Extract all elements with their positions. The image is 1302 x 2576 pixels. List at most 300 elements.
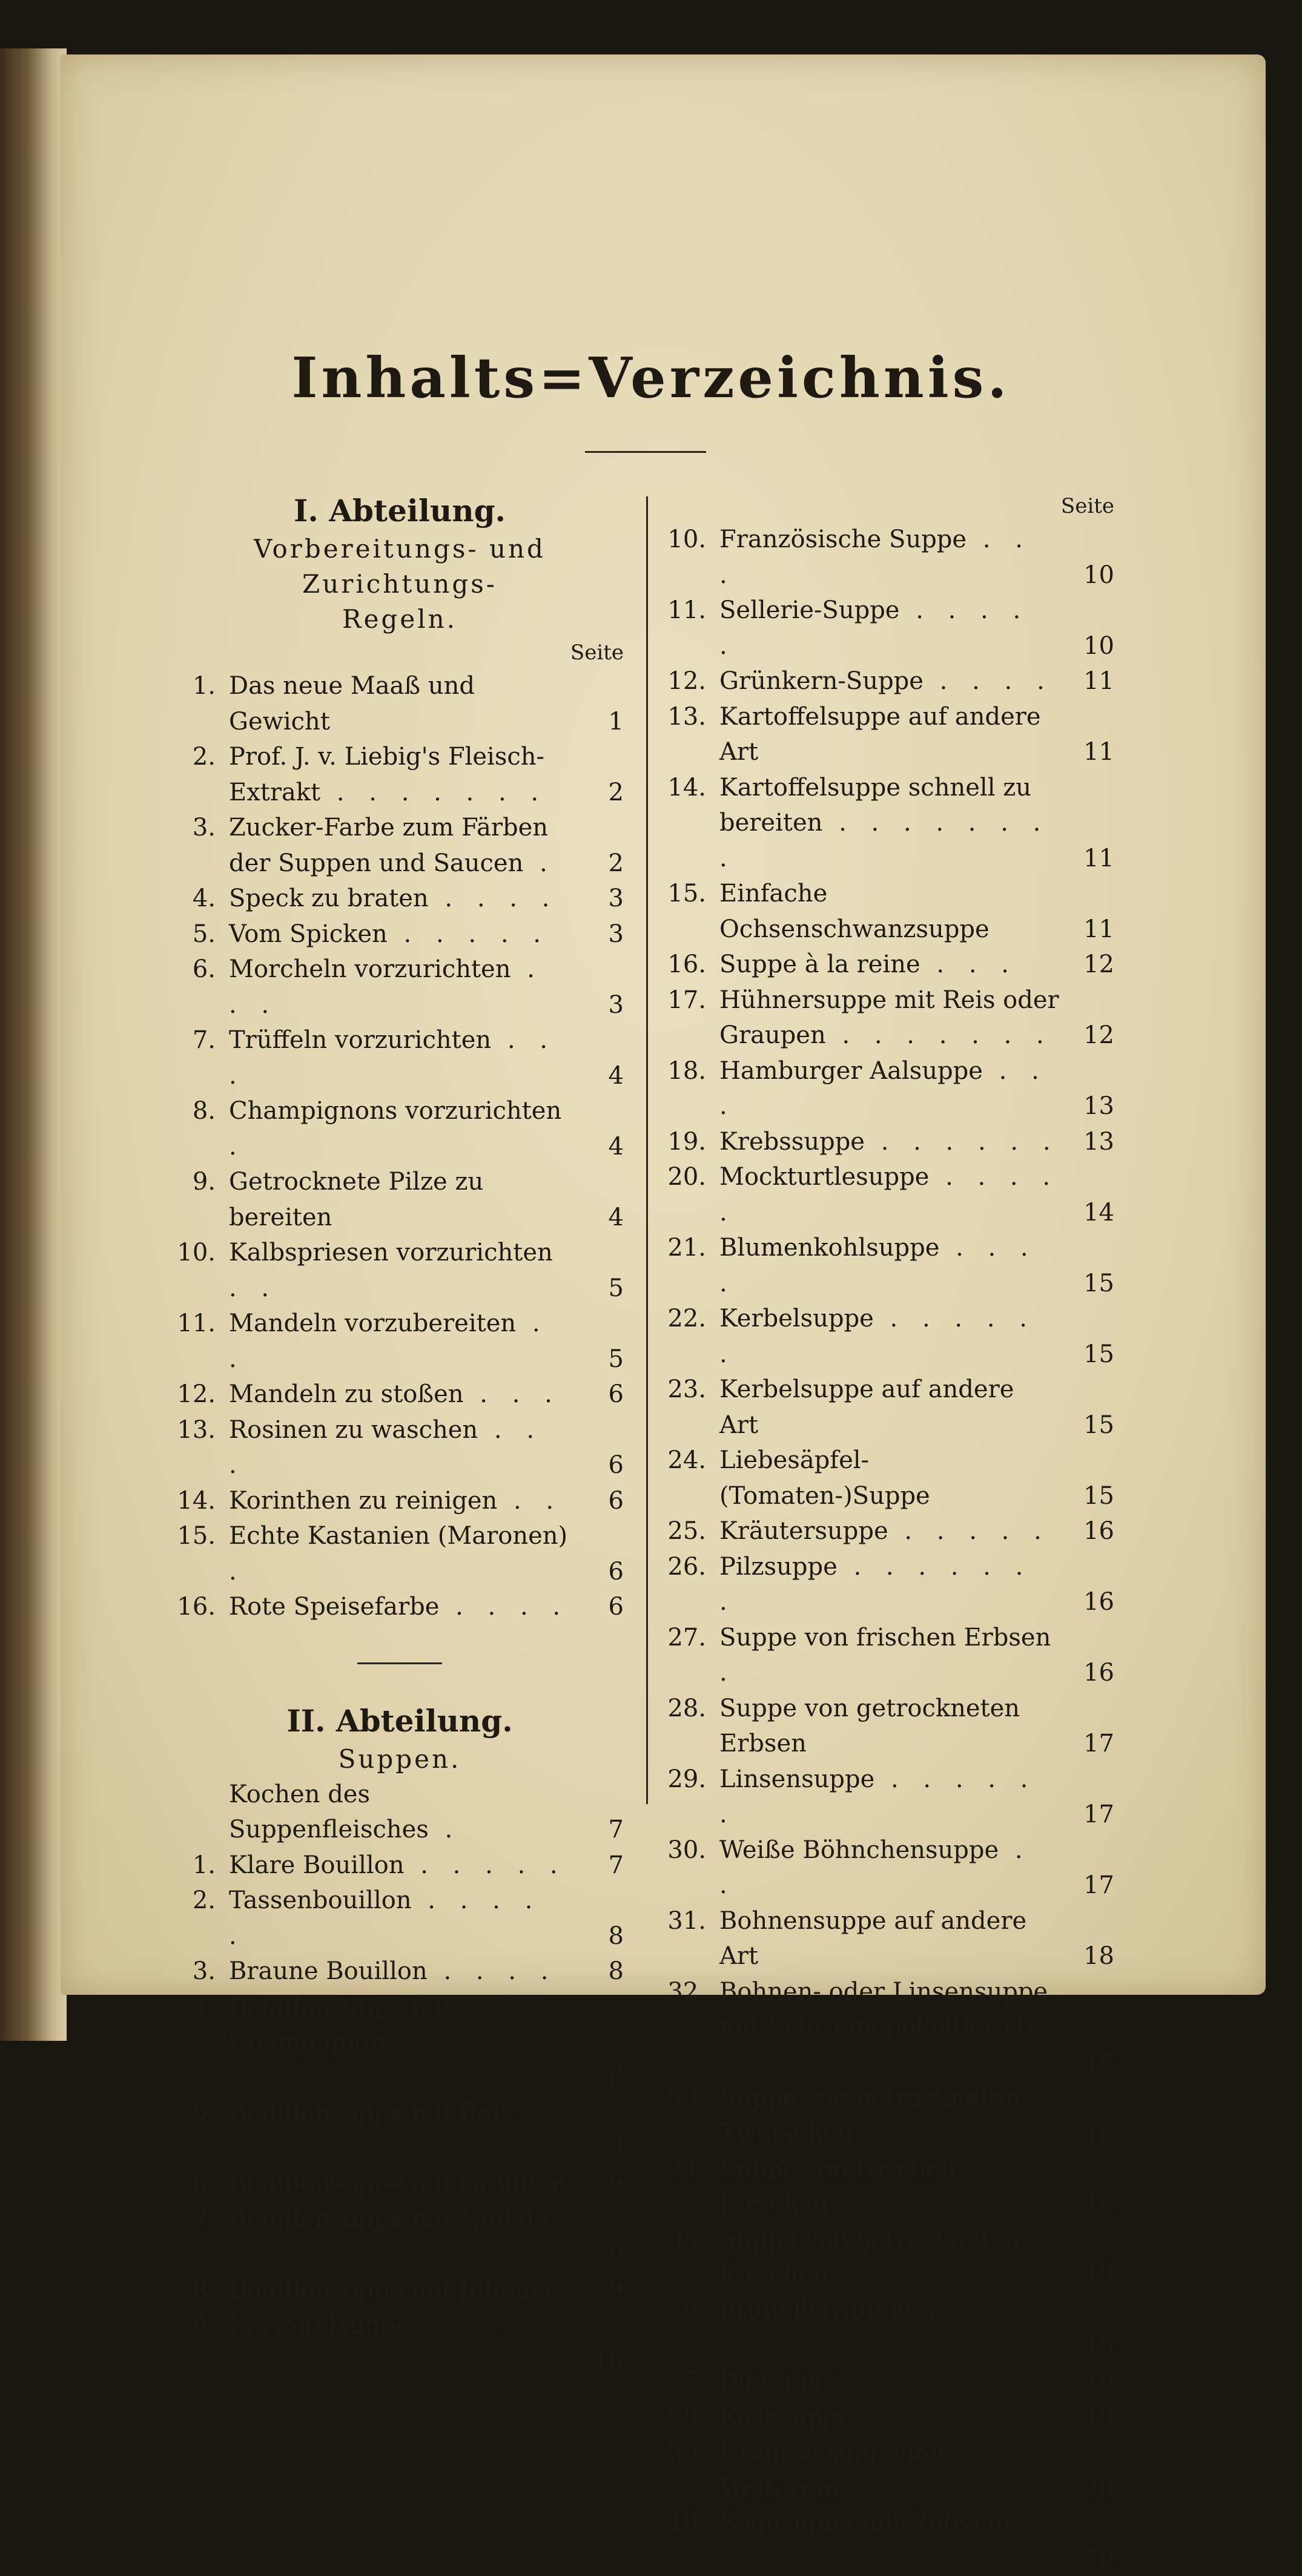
entry-page: 6 <box>575 1589 624 1625</box>
entry-title-wrap <box>229 739 569 810</box>
entry-page: 2 <box>575 846 624 881</box>
entry-title: Prünellensuppe <box>719 2296 911 2324</box>
section-1-subtitle: Vorbereitungs- und Zurichtungs- <box>176 532 624 602</box>
entry-number: 40. <box>666 2505 706 2541</box>
entry-page: 9 <box>575 2131 624 2167</box>
toc-entry <box>176 2308 624 2379</box>
entry-title-wrap <box>229 2095 569 2166</box>
entry-leader: . . . . <box>428 1957 557 1985</box>
entry-title-wrap <box>229 1412 569 1483</box>
entry-number: 8. <box>176 1093 216 1129</box>
entry-title-wrap <box>229 1377 569 1412</box>
entry-page: 17 <box>1066 1797 1114 1833</box>
entry-page: 9 <box>575 2273 624 2308</box>
right-entries <box>666 522 1114 2576</box>
entry-page: 10 <box>1066 558 1114 593</box>
entry-leader: . . . . <box>719 1234 1037 1297</box>
entry-leader: . . . . . <box>229 2311 540 2375</box>
entry-page: 5 <box>575 1271 624 1306</box>
entry-title-wrap <box>229 917 569 952</box>
toc-entry <box>666 1443 1114 1514</box>
entry-page: 4 <box>575 1129 624 1165</box>
entry-title: Französische Suppe <box>719 525 967 553</box>
toc-entry <box>176 1589 624 1625</box>
entry-page: 8 <box>575 1919 624 1954</box>
toc-entry <box>176 1023 624 1093</box>
entry-number: 15. <box>176 1518 216 1554</box>
entry-page: 13 <box>1066 1124 1114 1160</box>
entry-number: 33. <box>666 2080 706 2116</box>
entry-number: 26. <box>666 1549 706 1585</box>
toc-entry <box>176 739 624 810</box>
entry-page: 17 <box>1066 1868 1114 1903</box>
entry-page: 1 <box>575 704 624 740</box>
entry-leader: . <box>229 1558 245 1586</box>
entry-leader: . . . . . . . <box>826 1021 1053 1049</box>
toc-entry <box>666 1159 1114 1230</box>
section-1-entries <box>176 668 624 1625</box>
entry-title-wrap <box>229 2202 569 2273</box>
entry-leader: . . . . . . <box>719 1765 1036 1829</box>
entry-title-wrap <box>719 2364 1060 2399</box>
entry-leader: . . <box>497 1487 562 1515</box>
toc-entry <box>666 983 1114 1053</box>
entry-number: 16. <box>176 1589 216 1625</box>
entry-page: 9 <box>575 2166 624 2202</box>
entry-number: 11. <box>666 593 706 628</box>
entry-number: 31. <box>666 1903 706 1939</box>
entry-title-wrap <box>719 522 1060 593</box>
entry-number: 4. <box>176 881 216 917</box>
entry-title: Linsensuppe <box>719 1765 874 1793</box>
entry-page: 15 <box>1066 1266 1114 1302</box>
entry-page: 11 <box>1066 841 1114 877</box>
entry-page: 3 <box>575 987 624 1023</box>
entry-title-wrap <box>719 2434 1060 2505</box>
toc-entry <box>666 1372 1114 1443</box>
toc-entry <box>666 1903 1114 1974</box>
entry-number: 28. <box>666 1691 706 1727</box>
entry-number: 35. <box>666 2222 706 2258</box>
toc-entry <box>666 2151 1114 2222</box>
entry-number: 23. <box>666 1372 706 1408</box>
entry-title-wrap <box>719 770 1060 877</box>
entry-leader: . . . . . <box>888 1517 1050 1545</box>
entry-page: 14 <box>1066 1195 1114 1231</box>
entry-leader: . <box>229 2241 245 2268</box>
entry-title-wrap <box>229 1235 569 1306</box>
toc-entry <box>176 668 624 739</box>
entry-title: Pilzsuppe <box>719 1553 838 1581</box>
entry-leader: . . <box>229 2099 544 2163</box>
entry-leader: . . . . . . <box>865 1128 1059 1156</box>
entry-number: 3. <box>176 810 216 846</box>
entry-leader: . <box>719 1659 736 1687</box>
entry-number: 11. <box>176 1306 216 1342</box>
entry-number: 1. <box>176 1848 216 1883</box>
entry-title-wrap <box>229 810 569 881</box>
entry-number: 21. <box>666 1230 706 1266</box>
entry-title: Biersuppe <box>719 2367 844 2395</box>
entry-page: 19 <box>1066 2328 1114 2364</box>
toc-entry <box>666 2434 1114 2505</box>
entry-number: 14. <box>176 1483 216 1519</box>
toc-entry <box>176 881 624 917</box>
entry-leader: . . . . . . . <box>229 2028 559 2092</box>
entry-title-wrap <box>719 876 1060 947</box>
toc-entry <box>176 2273 624 2308</box>
entry-title: Bouillonsuppe mit Graupen <box>229 2170 566 2198</box>
entry-title: Echte Kastanien (Maronen) <box>229 1522 567 1550</box>
entry-number: 27. <box>666 1620 706 1656</box>
entry-page: 7 <box>575 1812 624 1848</box>
entry-title-wrap <box>229 668 569 739</box>
entry-number: 24. <box>666 1443 706 1478</box>
toc-entry <box>666 2222 1114 2293</box>
entry-title: Mockturtlesuppe <box>719 1163 929 1191</box>
entry-page: 13 <box>1066 1089 1114 1124</box>
entry-page: 15 <box>1066 1478 1114 1514</box>
section-separator <box>357 1662 442 1664</box>
entry-title: Zucker-Farbe zum Färben der Suppen und Saucen <box>229 814 548 877</box>
entry-title: Klare Bouillon <box>229 1851 405 1879</box>
entry-title: Suppe von frischen Erbsen <box>719 1624 1051 1652</box>
entry-title: Bouillonsuppe mit Nudeln <box>229 2205 549 2233</box>
entry-leader: . . . . . <box>719 596 1029 660</box>
entry-title: Bouillonsuppe mit Julienne <box>229 2276 560 2304</box>
entry-number: 16. <box>666 947 706 983</box>
entry-title-wrap <box>719 1833 1060 1903</box>
entry-title: Bouillonsuppe mit Champignons <box>229 1993 452 2057</box>
entry-title-wrap <box>229 2308 569 2379</box>
entry-title: Bohnensuppe auf andere Art <box>719 1907 1026 1971</box>
entry-title: Mandeln vorzubereiten <box>229 1309 516 1337</box>
entry-page: 3 <box>575 881 624 917</box>
entry-title-wrap <box>229 1589 569 1625</box>
entry-title-wrap <box>229 2273 569 2308</box>
entry-title-wrap <box>719 1514 1060 1549</box>
entry-page: 9 <box>575 2237 624 2273</box>
entry-title-wrap <box>229 881 569 917</box>
entry-title: Suppe von frischen Kirschen <box>719 2155 956 2218</box>
entry-title-wrap <box>719 2399 1060 2435</box>
entry-number: 1. <box>176 668 216 704</box>
entry-page: 11 <box>1066 734 1114 770</box>
entry-title-wrap <box>719 947 1060 983</box>
entry-number: 14. <box>666 770 706 806</box>
toc-entry <box>666 1762 1114 1833</box>
entry-title-wrap <box>719 1691 1060 1762</box>
left-column <box>176 490 624 2379</box>
toc-entry <box>176 1377 624 1412</box>
entry-page: 11 <box>1066 912 1114 947</box>
toc-entry <box>666 2364 1114 2399</box>
entry-title: Kräutersuppe <box>719 1517 888 1545</box>
entry-title: Suppe von getrockneten Zwetschen <box>719 2084 1020 2147</box>
entry-leader: . . . <box>464 1380 561 1408</box>
entry-title: Bouillonsuppe mit Reis <box>229 2099 512 2127</box>
entry-title-wrap <box>719 1159 1060 1230</box>
entry-page: 11 <box>1066 664 1114 699</box>
entry-number: 2. <box>176 1883 216 1919</box>
entry-number: 38. <box>666 2399 706 2435</box>
entry-page: 3 <box>575 917 624 952</box>
entry-number: 20. <box>666 1159 706 1195</box>
entry-page: 2 <box>575 775 624 811</box>
toc-entry <box>666 2505 1114 2576</box>
toc-entry <box>176 2202 624 2273</box>
entry-page: 15 <box>1066 1408 1114 1443</box>
entry-title-wrap <box>719 1903 1060 1974</box>
toc-entry <box>666 1833 1114 1903</box>
entry-leader: . . . . . <box>229 1886 541 1950</box>
entry-number: 10. <box>666 522 706 558</box>
entry-title-wrap <box>229 1989 569 2096</box>
entry-title: Braune Bouillon <box>229 1957 428 1985</box>
entry-title-wrap <box>719 1762 1060 1833</box>
toc-entry <box>666 593 1114 664</box>
column-divider <box>646 496 648 1804</box>
entry-title-wrap <box>719 1301 1060 1372</box>
entry-leader: . . <box>719 2509 1043 2572</box>
toc-entry <box>176 2166 624 2202</box>
entry-title-wrap <box>229 1848 569 1883</box>
toc-entry <box>666 2399 1114 2435</box>
section-2-title: II. Abteilung. <box>176 1701 624 1742</box>
entry-title: Trüffeln vorzurichten <box>229 1026 491 1054</box>
entry-page: 16 <box>1066 1655 1114 1691</box>
entry-title-wrap <box>229 1164 569 1235</box>
entry-title-wrap <box>229 952 569 1023</box>
entry-title: Krebssuppe <box>719 1128 865 1156</box>
entry-title: Sagosuppe mit Rotwein <box>719 2509 1011 2537</box>
toc-entry <box>176 1954 624 1989</box>
entry-number: 8. <box>176 2273 216 2308</box>
entry-number: 3. <box>176 1954 216 1989</box>
entry-title: Kartoffelsuppe <box>229 2311 410 2339</box>
entry-page: 6 <box>575 1448 624 1483</box>
toc-entry <box>176 1848 624 1883</box>
entry-title-wrap <box>719 2222 1060 2293</box>
entry-number: 7. <box>176 2202 216 2238</box>
toc-entry <box>666 1691 1114 1762</box>
seite-label-right: Seite <box>666 490 1114 522</box>
entry-title: Käsesuppe <box>719 2403 852 2431</box>
entry-page: 20 <box>1066 2541 1114 2576</box>
entry-title-wrap <box>229 1777 569 1848</box>
entry-number: 19. <box>666 1124 706 1160</box>
entry-title-wrap <box>719 1974 1060 2081</box>
entry-number: 17. <box>666 983 706 1018</box>
toc-entry <box>666 1974 1114 2081</box>
entry-leader: . . <box>719 1836 1031 1900</box>
entry-title: Sellerie-Suppe <box>719 596 899 624</box>
toc-entry <box>176 1164 624 1235</box>
entry-page: 16 <box>1066 1514 1114 1549</box>
entry-leader: . . . . . . <box>844 2367 1039 2395</box>
entry-title: Speck zu braten <box>229 884 429 912</box>
entry-title: Kalbspriesen vorzurichten <box>229 1239 553 1267</box>
entry-title-wrap <box>719 664 1060 699</box>
toc-entry <box>666 1549 1114 1620</box>
toc-entry <box>666 1230 1114 1301</box>
entry-title-wrap <box>719 983 1060 1053</box>
toc-entry <box>176 2095 624 2166</box>
entry-number: 5. <box>176 917 216 952</box>
entry-page: 17 <box>1066 1726 1114 1762</box>
entry-title: Kerbelsuppe <box>719 1305 874 1332</box>
entry-leader: . . . <box>719 525 1031 589</box>
toc-entry <box>176 1883 624 1954</box>
entry-page: 6 <box>575 1483 624 1519</box>
seite-label: Seite <box>176 637 624 668</box>
entry-page: 16 <box>1066 1584 1114 1620</box>
entry-title: Hühnersuppe mit Reis oder Graupen <box>719 986 1059 1050</box>
entry-page: 19 <box>1066 2258 1114 2293</box>
entry-title: Rosinen zu waschen <box>229 1416 478 1444</box>
entry-leader: . . . . . . . . <box>719 809 1049 872</box>
entry-number: 6. <box>176 952 216 987</box>
entry-title: Suppe von getrockneten Erbsen <box>719 1695 1020 1758</box>
title-rule <box>585 451 706 453</box>
entry-title: Tassenbouillon <box>229 1886 412 1914</box>
entry-leader: . <box>229 1133 245 1161</box>
entry-number: 6. <box>176 2166 216 2202</box>
entry-page: 6 <box>575 1377 624 1412</box>
entry-number: 12. <box>176 1377 216 1412</box>
entry-page: 19 <box>1066 2364 1114 2399</box>
toc-entry <box>666 1124 1114 1160</box>
entry-leader: . . . <box>719 1057 1048 1121</box>
toc-entry <box>176 952 624 1023</box>
toc-entry <box>176 1518 624 1589</box>
entry-title: Morcheln vorzurichten <box>229 955 511 983</box>
entry-title: Kartoffelsuppe schnell zu bereiten <box>719 774 1031 837</box>
entry-leader: . . . <box>229 1416 543 1480</box>
toc-entry <box>176 1483 624 1519</box>
toc-entry <box>176 1235 624 1306</box>
entry-page: 18 <box>1066 2045 1114 2081</box>
entry-title-wrap <box>719 2151 1060 2222</box>
entry-number: 18. <box>666 1053 706 1089</box>
section-1-title: I. Abteilung. <box>176 490 624 532</box>
entry-leader: . . . . . <box>719 2296 1041 2360</box>
section-1-subtitle-2: Regeln. <box>176 602 624 637</box>
entry-title: Korinthen zu reinigen <box>229 1487 497 1515</box>
entry-leader: . . . . . . . <box>320 779 547 806</box>
entry-title: Prof. J. v. Liebig's Fleisch-Extrakt <box>229 743 544 806</box>
page-title: Inhalts=Verzeichnis. <box>0 345 1302 410</box>
toc-entry <box>176 1989 624 2096</box>
entry-title-wrap <box>719 1124 1060 1160</box>
entry-number: 2. <box>176 739 216 775</box>
entry-title-wrap <box>719 2505 1060 2576</box>
entry-title-wrap <box>719 2080 1060 2151</box>
entry-leader: . . . . . . <box>853 2120 1047 2147</box>
entry-title: Getrocknete Pilze zu bereiten <box>229 1168 483 1231</box>
entry-title-wrap <box>229 1093 569 1164</box>
entry-title: Suppe à la reine <box>719 950 920 978</box>
entry-number: 10. <box>176 1235 216 1271</box>
entry-page: 8 <box>575 2060 624 2096</box>
entry-title: Champignons vorzurichten <box>229 1097 561 1125</box>
right-column <box>666 490 1114 2576</box>
entry-number: 36. <box>666 2293 706 2328</box>
entry-leader: . . . <box>719 2049 801 2077</box>
toc-entry <box>666 947 1114 983</box>
entry-title-wrap <box>719 2293 1060 2364</box>
entry-title-wrap <box>719 1549 1060 1620</box>
entry-title-wrap <box>719 699 1060 770</box>
entry-number: 13. <box>666 699 706 735</box>
entry-page: 18 <box>1066 1939 1114 1974</box>
entry-leader: . . <box>229 1274 277 1302</box>
entry-leader: . . . . <box>439 1593 569 1621</box>
toc-entry <box>666 1053 1114 1124</box>
section-2-subtitle: Suppen. <box>176 1742 624 1777</box>
entry-title: Kartoffelsuppe auf andere Art <box>719 703 1041 766</box>
entry-leader: . . . . . <box>719 1163 1059 1227</box>
entry-leader: . . . . . . . <box>719 1553 1031 1616</box>
entry-page: 6 <box>575 1554 624 1590</box>
entry-leader: . . . . . <box>405 1851 566 1879</box>
entry-number: 29. <box>666 1762 706 1797</box>
entry-number: 15. <box>666 876 706 912</box>
entry-number: 39. <box>666 2434 706 2470</box>
toc-entry <box>176 810 624 881</box>
toc-entry <box>176 917 624 952</box>
entry-title: Das neue Maaß und Gewicht <box>229 672 475 736</box>
entry-page: 18 <box>1066 2116 1114 2152</box>
entry-title-wrap <box>229 1954 569 1989</box>
toc-entry <box>666 1514 1114 1549</box>
toc-entry <box>176 1412 624 1483</box>
entry-leader: . . . . . . <box>719 1305 1036 1368</box>
entry-leader: . . . . . <box>388 920 549 948</box>
entry-page: 20 <box>1066 2470 1114 2506</box>
entry-title: Mandeln zu stoßen <box>229 1380 464 1408</box>
toc-entry <box>666 664 1114 699</box>
entry-leader: . . . <box>229 955 543 1019</box>
entry-page: 7 <box>575 1848 624 1883</box>
entry-number: 25. <box>666 1514 706 1549</box>
entry-title: Einfache Ochsenschwanzsuppe <box>719 880 990 943</box>
entry-title-wrap <box>719 1372 1060 1443</box>
toc-entry <box>666 1620 1114 1691</box>
entry-title-wrap <box>229 1023 569 1093</box>
entry-title-wrap <box>719 593 1060 664</box>
section-2-entries <box>176 1777 624 2379</box>
toc-entry <box>176 1777 624 1848</box>
entry-page: 15 <box>1066 1337 1114 1372</box>
entry-leader: . . <box>229 1309 549 1373</box>
entry-leader: . . . . . . <box>852 2403 1046 2431</box>
entry-title-wrap <box>229 1518 569 1589</box>
entry-number: 30. <box>666 1833 706 1868</box>
toc-entry <box>666 2080 1114 2151</box>
entry-title: Hamburger Aalsuppe <box>719 1057 983 1085</box>
entry-title: Liebesäpfel-(Tomaten-)Suppe <box>719 1446 930 1510</box>
entry-page: 19 <box>1066 2399 1114 2435</box>
entry-number: 32. <box>666 1974 706 2010</box>
entry-title: Weiße Böhnchensuppe <box>719 1836 999 1864</box>
entry-number: 4. <box>176 1989 216 2025</box>
entry-title-wrap <box>229 2166 569 2202</box>
entry-number: 5. <box>176 2095 216 2131</box>
entry-title: Vom Spicken <box>229 920 388 948</box>
entry-title: Rote Speisefarbe <box>229 1593 439 1621</box>
toc-entry <box>666 876 1114 947</box>
